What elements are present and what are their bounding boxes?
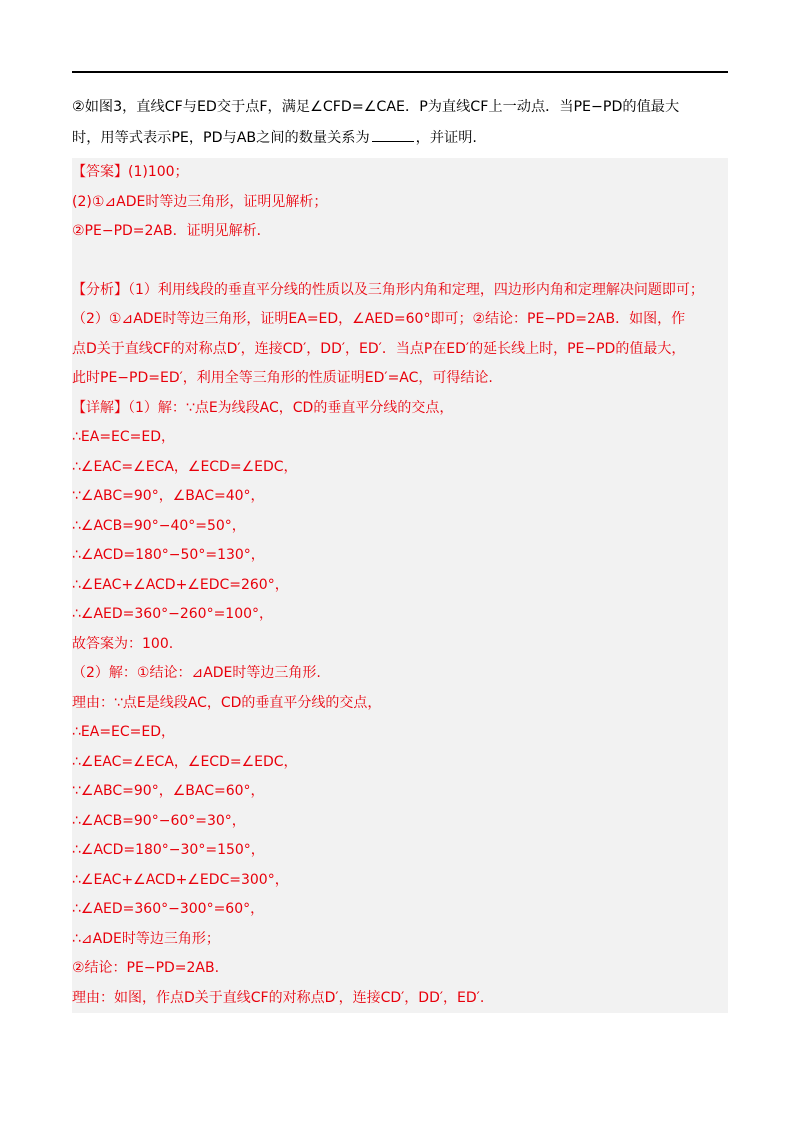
detail-line-16: ∴∠ACD=180°−30°=150°，	[72, 836, 728, 866]
answer-line-2: (2)①⊿ADE时等边三角形，证明见解析；	[72, 188, 728, 218]
detail-line-8: ∴∠AED=360°−260°=100°，	[72, 600, 728, 630]
detail-line-19: ∴⊿ADE时等边三角形；	[72, 925, 728, 955]
detail-line-11: 理由：∵点E是线段AC，CD的垂直平分线的交点，	[72, 689, 728, 719]
question-line-1: ②如图3，直线CF与ED交于点F，满足∠CFD=∠CAE．P为直线CF上一动点．当PE−PD的值最大	[72, 99, 680, 115]
detail-line-9: 故答案为：100.	[72, 630, 728, 660]
detail-line-14: ∵∠ABC=90°，∠BAC=60°，	[72, 777, 728, 807]
detail-line-7: ∴∠EAC+∠ACD+∠EDC=260°，	[72, 571, 728, 601]
detail-line-15: ∴∠ACB=90°−60°=30°，	[72, 807, 728, 837]
document-body	[72, 92, 728, 1013]
analysis-line-2: （2）①⊿ADE时等边三角形，证明EA=ED，∠AED=60°即可；②结论：PE−PD=2AB．如图，作	[72, 305, 728, 335]
detail-line-12: ∴EA=EC=ED，	[72, 718, 728, 748]
answer-blank	[372, 127, 414, 142]
detail-line-13: ∴∠EAC=∠ECA，∠ECD=∠EDC，	[72, 748, 728, 778]
detail-line-10: （2）解：①结论：⊿ADE时等边三角形.	[72, 659, 728, 689]
detail-line-1: 【详解】（1）解：∵点E为线段AC，CD的垂直平分线的交点，	[72, 394, 728, 424]
detail-line-17: ∴∠EAC+∠ACD+∠EDC=300°，	[72, 866, 728, 896]
detail-line-3: ∴∠EAC=∠ECA，∠ECD=∠EDC，	[72, 453, 728, 483]
question-line-2-tail: ，并证明.	[415, 130, 477, 146]
analysis-line-1: 【分析】（1）利用线段的垂直平分线的性质以及三角形内角和定理，四边形内角和定理解决问题即可；	[72, 276, 728, 306]
detail-line-20: ②结论：PE−PD=2AB.	[72, 954, 728, 984]
question-line-2-text: 时，用等式表示PE，PD与AB之间的数量关系为	[72, 130, 370, 146]
header-rule	[72, 71, 728, 73]
detail-line-5: ∴∠ACB=90°−40°=50°，	[72, 512, 728, 542]
detail-line-6: ∴∠ACD=180°−50°=130°，	[72, 541, 728, 571]
detail-line-4: ∵∠ABC=90°，∠BAC=40°，	[72, 482, 728, 512]
analysis-line-4: 此时PE−PD=ED′，利用全等三角形的性质证明ED′=AC，可得结论.	[72, 364, 728, 394]
answer-gap	[72, 247, 728, 276]
answer-block	[72, 158, 728, 1013]
detail-line-21: 理由：如图，作点D关于直线CF的对称点D′，连接CD′，DD′，ED′.	[72, 984, 728, 1014]
question-line-2	[72, 123, 728, 154]
answer-line-1: 【答案】(1)100；	[72, 158, 728, 188]
analysis-line-3: 点D关于直线CF的对称点D′，连接CD′，DD′，ED′．当点P在ED′的延长线上时，PE−PD的值最大，	[72, 335, 728, 365]
detail-line-18: ∴∠AED=360°−300°=60°，	[72, 895, 728, 925]
answer-line-3: ②PE−PD=2AB．证明见解析．	[72, 217, 728, 247]
detail-line-2: ∴EA=EC=ED，	[72, 423, 728, 453]
